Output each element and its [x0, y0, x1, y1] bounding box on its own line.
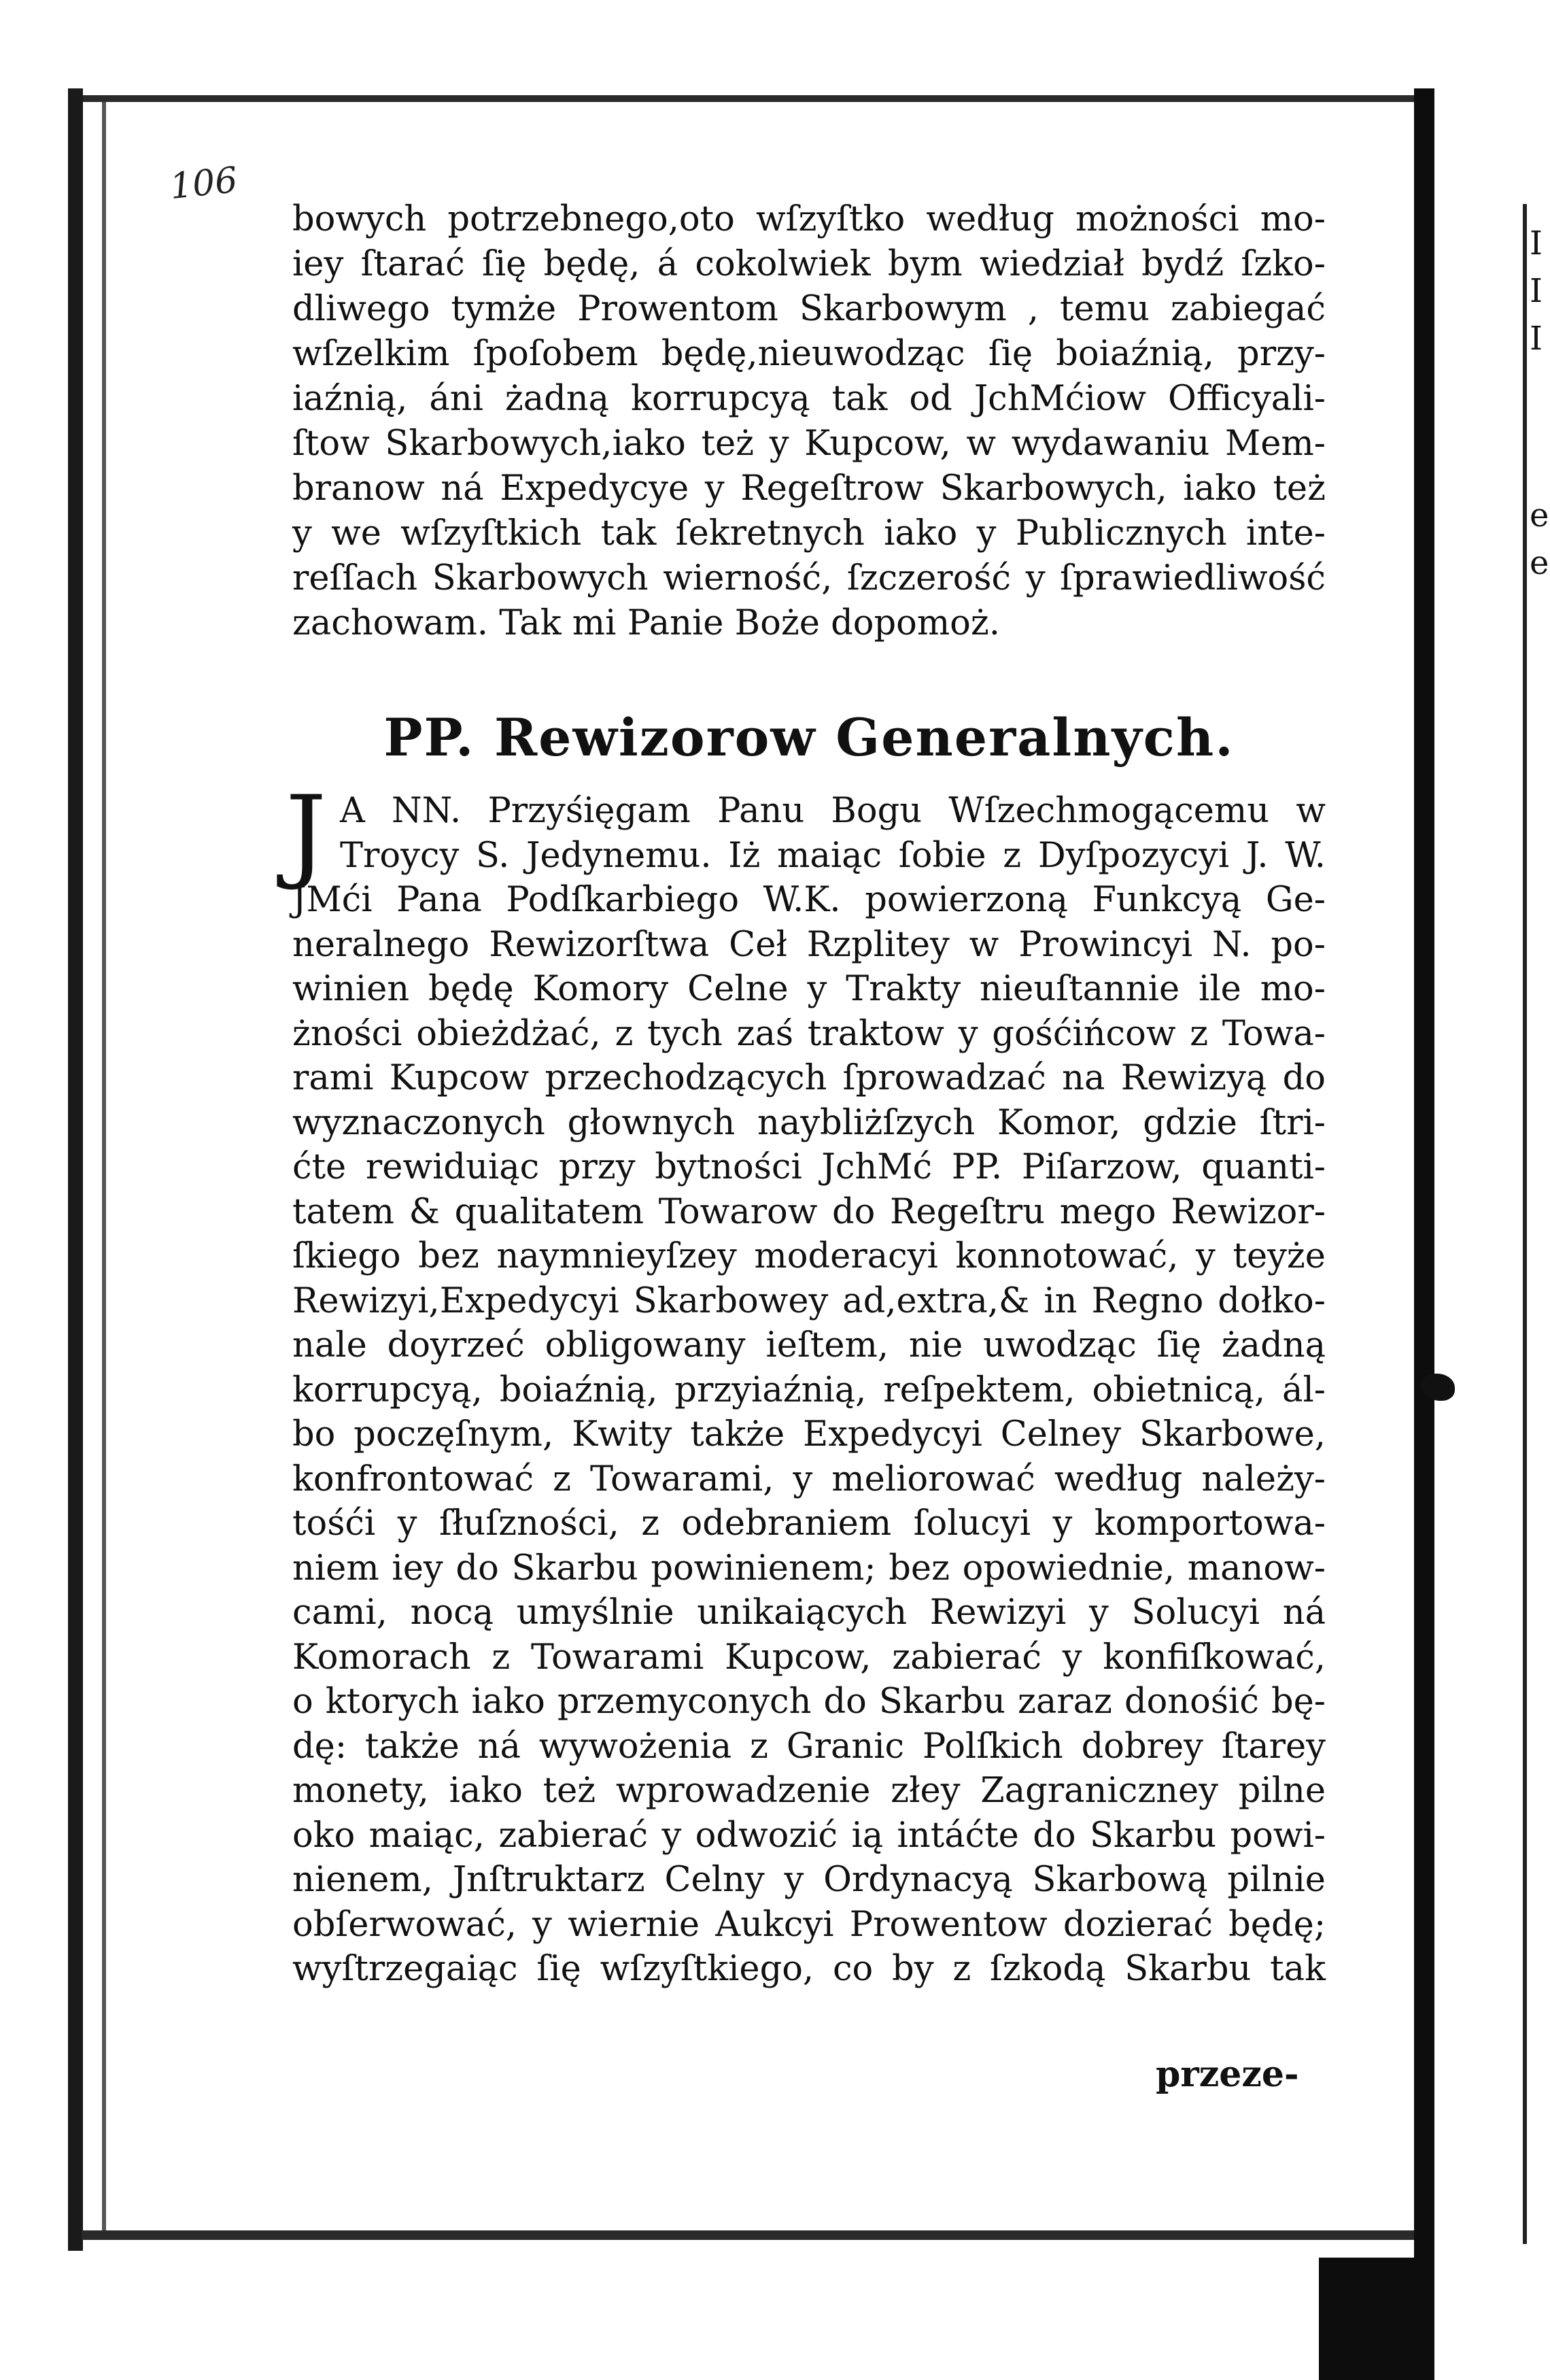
text-line: JMći Pana Podſkarbiego W.K. powierzoną Funkcyą Ge-	[292, 880, 1326, 920]
text-line: ſkiego bez naymnieyſzey moderacyi konnotować, y teyże	[292, 1236, 1326, 1276]
text-line: branow ná Expedycye y Regeſtrow Skarbowych, iako też	[292, 469, 1326, 509]
text-line: zachowam. Tak mi Panie Boże dopomoż.	[292, 603, 1000, 643]
text-line: ćte rewiduiąc przy bytności JchMć PP. Piſarzow, quanti-	[292, 1147, 1326, 1187]
text-line: A NN. Przyśięgam Panu Bogu Wſzechmogącemu w	[340, 791, 1326, 831]
paragraph-revisor-oath	[286, 775, 1326, 1992]
section-heading: PP. Rewizorow Generalnych.	[383, 707, 1235, 768]
text-line: o ktorych iako przemyconych do Skarbu zaraz donośić bę-	[292, 1682, 1326, 1722]
next-page-edge-letter: e	[1530, 496, 1549, 534]
text-line: Troycy S. Jedynemu. Iż maiąc ſobie z Dyſpozycyi J. W.	[340, 835, 1326, 876]
text-line: korrupcyą, boiaźnią, przyiaźnią, reſpektem, obietnicą, ál-	[292, 1370, 1326, 1410]
text-line: dę: także ná wywożenia z Granic Polſkich dobrey ſtarey	[292, 1726, 1326, 1767]
text-line: tatem & qualitatem Towarow do Regeſtru mego Rewizor-	[292, 1191, 1326, 1232]
text-line: konfrontować z Towarami, y meliorować według należy-	[292, 1459, 1326, 1499]
text-line: nienem, Jnſtruktarz Celny y Ordynacyą Skarbową pilnie	[292, 1860, 1326, 1900]
page-number: 106	[168, 159, 240, 208]
scan-frame-left	[68, 88, 83, 2251]
page-edge-left	[102, 102, 106, 2237]
text-line: rami Kupcow przechodzących ſprowadzać na Rewizyą do	[292, 1058, 1326, 1098]
catchword: przeze-	[1156, 2054, 1299, 2095]
next-page-edge-letter: e	[1530, 544, 1549, 582]
text-line: Rewizyi,Expedycyi Skarbowey ad,extra,& in Regno dołko-	[292, 1280, 1326, 1321]
text-line: wyznaczonych głownych naybliżſzych Komor, gdzie ſtri-	[292, 1102, 1326, 1143]
paragraph-oath-continuation	[292, 197, 1326, 646]
text-line: nale doyrzeć obligowany ieſtem, nie uwodząc ſię żadną	[292, 1325, 1326, 1365]
text-line: tośći y ſłuſzności, z odebraniem ſolucyi y komportowa-	[292, 1503, 1326, 1544]
text-line: żności obieżdżać, z tych zaś traktow y gośćińcow z Towa-	[292, 1013, 1326, 1054]
text-line: niem iey do Skarbu powinienem; bez opowiednie, manow-	[292, 1548, 1326, 1588]
text-line: bo poczęſnym, Kwity także Expedycyi Celney Skarbowe,	[292, 1414, 1326, 1455]
next-page-edge	[1523, 204, 1527, 2244]
text-line: oko maiąc, zabierać y odwozić ią intáćte do Skarbu powi-	[292, 1815, 1326, 1856]
text-line: bowych potrzebnego,oto wſzyſtko według możności mo-	[292, 199, 1326, 239]
scan-frame-bottom	[82, 2230, 1414, 2240]
scan-frame-top	[82, 95, 1414, 102]
text-line: iey ſtarać ſię będę, á cokolwiek bym wiedział bydź ſzko-	[292, 244, 1326, 284]
text-line: neralnego Rewizorſtwa Ceł Rzplitey w Prowincyi N. po-	[292, 924, 1326, 965]
text-line: cami, nocą umyślnie unikaiących Rewizyi y Solucyi ná	[292, 1593, 1326, 1633]
text-line: wyſtrzegaiąc ſię wſzyſtkiego, co by z ſzkodą Skarbu tak	[292, 1949, 1326, 1989]
text-line: obſerwować, y wiernie Aukcyi Prowentow dozierać będę;	[292, 1904, 1326, 1945]
text-line: monety, iako też wprowadzenie złey Zagraniczney pilne	[292, 1771, 1326, 1811]
drop-cap: J	[286, 775, 327, 893]
book-gutter	[1414, 88, 1434, 2380]
text-line: dliwego tymże Prowentom Skarbowym , temu zabiegać	[292, 289, 1326, 329]
text-line: y we wſzyſtkich tak ſekretnych iako y Publicznych inte-	[292, 513, 1326, 554]
text-line: Komorach z Towarami Kupcow, zabierać y konfiſkować,	[292, 1637, 1326, 1678]
text-line: ſtow Skarbowych,iako też y Kupcow, w wydawaniu Mem-	[292, 424, 1326, 464]
next-page-edge-letter: I	[1530, 224, 1543, 262]
text-line: reſſach Skarbowych wierność, ſzczerość y ſprawiedliwość	[292, 558, 1326, 598]
text-line: iaźnią, áni żadną korrupcyą tak od JchMćiow Officyali-	[292, 379, 1326, 419]
book-gutter-shadow	[1319, 2258, 1414, 2380]
text-line: wſzelkim ſpoſobem będę,nieuwodząc ſię boiaźnią, przy-	[292, 334, 1326, 374]
text-line: winien będę Komory Celne y Trakty nieuſtannie ile mo-	[292, 969, 1326, 1009]
next-page-edge-letter: I	[1530, 272, 1543, 310]
next-page-edge-letter: I	[1530, 320, 1543, 358]
